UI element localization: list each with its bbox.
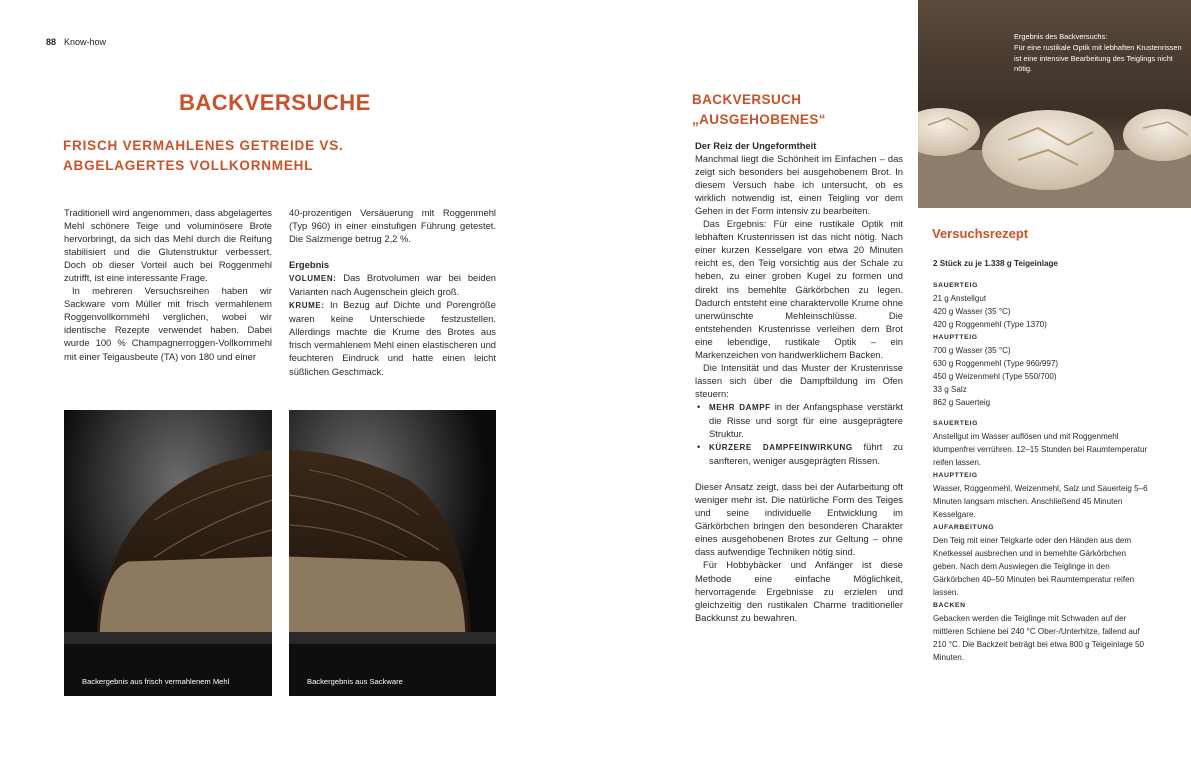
crumb-text: In Bezug auf Dichte und Porengröße waren keine Unterschiede festzustellen. Allerdings machte die Krume des Brotes aus frisch vermahlenem Mehl einen elastischeren und feuchteren Eindruck und hatte einen leicht süßlichen Geschmack. bbox=[289, 299, 496, 377]
paragraph: Die Intensität und das Muster der Krustenrisse lassen sich über die Dampfbildung im Ofen steuern: bbox=[695, 361, 903, 399]
subtitle-line-1: FRISCH VERMAHLENES GETREIDE VS. bbox=[63, 138, 344, 153]
ingredient: 420 g Roggenmehl (Type 1370) bbox=[933, 319, 1047, 329]
text-column-2 bbox=[289, 206, 496, 378]
subtitle-line-2: ABGELAGERTES VOLLKORNMEHL bbox=[63, 158, 314, 173]
volume-label: VOLUMEN: bbox=[289, 274, 337, 284]
recipe-heading: Versuchsrezept bbox=[932, 226, 1029, 241]
photo-caption: Backergebnis aus Sackware bbox=[307, 677, 403, 686]
page-title: BACKVERSUCHE bbox=[179, 90, 371, 115]
paragraph: In mehreren Versuchsreihen haben wir Sackware vom Müller mit frisch vermahlenem Roggenvollkornmehl verglichen, wobei wir identische Rezepte verwendet haben. Dabei wurde 100 % Champagnerroggen-Vollkornmehl mit einer Teigausbeute (TA) von 180 und einer bbox=[64, 285, 272, 362]
paragraph: Für Hobbybäcker und Anfänger ist diese Methode eine einfache Möglichkeit, hervorragende Ergebnisse zu erzielen und gleichzeitig den rustikalen Charme traditioneller Backkunst zu bewahren. bbox=[695, 559, 903, 623]
sub-heading: Der Reiz der Ungeformtheit bbox=[695, 140, 817, 151]
ingredient: 33 g Salz bbox=[933, 384, 967, 394]
bread-photo-sackware bbox=[289, 410, 496, 696]
step-label: BACKEN bbox=[933, 601, 966, 609]
volume-text: Das Brotvolumen war bei beiden Varianten nach Augenschein gleich groß. bbox=[289, 272, 496, 298]
step-label: AUFARBEITUNG bbox=[933, 524, 995, 532]
subtitle bbox=[63, 136, 393, 176]
ingredient-group-label: HAUPTTEIG bbox=[933, 333, 978, 341]
bread-cross-section-image bbox=[289, 410, 496, 696]
photo-caption-title: Ergebnis des Backversuchs: bbox=[1014, 32, 1108, 41]
photo-caption: Backergebnis aus frisch vermahlenem Mehl bbox=[82, 677, 230, 686]
ingredient: 862 g Sauerteig bbox=[933, 397, 991, 407]
photo-caption-text: Für eine rustikale Optik mit lebhaften Krustenrissen ist eine intensive Bearbeitung des Teiglings nicht nötig. bbox=[1014, 42, 1182, 74]
volume-result bbox=[289, 271, 496, 298]
bullet-label: KÜRZERE DAMPFEINWIRKUNG bbox=[709, 443, 853, 453]
paragraph: 40-prozentigen Versäuerung mit Roggenmehl (Typ 960) in einer einstufigen Führung getestet. Die Salzmenge betrug 2,2 %. bbox=[289, 207, 496, 245]
ingredient: 450 g Weizenmehl (Type 550/700) bbox=[933, 371, 1057, 381]
paragraph: Traditionell wird angenommen, dass abgelagertes Mehl schönere Teige und voluminösere Brote hervorbringt, da sich das Mehl durch die Reifung stabilisiert und die Glutenstruktur verbessert. Doch ob dieser Vorteil auch bei Roggenmehl zutrifft, ist eine interessante Frage. bbox=[64, 207, 272, 284]
ingredient: 420 g Wasser (35 °C) bbox=[933, 306, 1011, 316]
recipe-box bbox=[933, 258, 1148, 665]
step-text: Anstellgut im Wasser auflösen und mit Roggenmehl klumpenfrei verrühren. 12–15 Stunden bei Raumtemperatur reifen lassen. bbox=[933, 432, 1148, 468]
paragraph: Dieser Ansatz zeigt, dass bei der Aufarbeitung oft weniger mehr ist. Die natürliche Form des Teiges und seine individuelle Entwicklung im Gärkörbchen bringen den besonderen Charakter eines ausgehobenen Brotes zur Geltung – ohne dass aufwendige Techniken nötig sind. bbox=[695, 481, 903, 558]
ingredient: 700 g Wasser (35 °C) bbox=[933, 345, 1011, 355]
list-item bbox=[695, 400, 903, 440]
step-text: Wasser, Roggenmehl, Weizenmehl, Salz und Sauerteig 5–6 Minuten langsam mischen. Anschließend 45 Minuten Kesselgare. bbox=[933, 484, 1148, 520]
step-text: Den Teig mit einer Teigkarte oder den Händen aus dem Knetkessel ausbrechen und in bemehlte Gärkörbchen geben. Nach dem Auswiegen die Teiglinge in den Gärkörbchen 40–50 Minuten bei Raumtemperatur reifen lassen. bbox=[933, 536, 1135, 597]
running-header: Know-how bbox=[64, 37, 107, 47]
crumb-result bbox=[289, 298, 496, 377]
step-label: HAUPTTEIG bbox=[933, 472, 978, 480]
bullet-list bbox=[695, 400, 903, 467]
page-number: 88 bbox=[46, 37, 57, 47]
list-item bbox=[695, 440, 903, 467]
experiment-title-line-2: „AUSGEHOBENES“ bbox=[692, 112, 826, 127]
experiment-title bbox=[692, 90, 826, 130]
photo-caption bbox=[1014, 32, 1186, 75]
bullet-label: MEHR DAMPF bbox=[709, 402, 771, 412]
bread-cross-section-image bbox=[64, 410, 272, 696]
bullet-text: führt zu sanfteren, weniger ausgeprägten Rissen. bbox=[709, 441, 904, 467]
paragraph: Das Ergebnis: Für eine rustikale Optik mit lebhaften Krustenrissen ist das nicht nötig. Nach einer kurzen Kesselgare von etwa 20 Minuten reicht es, den Teig vorsichtig aus der Schale zu heben, zu einer groben Kugel zu formen und direkt ins bemehlte Gärkörbchen zu legen. Dadurch entsteht eine charaktervolle Krume ohne unerwünschte Mehleinschlüsse. Die entstehenden Krustenrisse verleihen dem Brot eine lebendige, rustikale Optik – ein Markenzeichen von handwerklichem Backen. bbox=[695, 218, 903, 360]
ingredient-group-label: SAUERTEIG bbox=[933, 281, 979, 289]
ingredient: 21 g Anstellgut bbox=[933, 293, 987, 303]
bullet-text: in der Anfangsphase verstärkt die Risse und sorgt für eine ausgeprägtere Struktur. bbox=[709, 400, 904, 440]
step-label: SAUERTEIG bbox=[933, 420, 979, 428]
result-heading: Ergebnis bbox=[289, 259, 330, 271]
ingredient: 630 g Roggenmehl (Type 960/997) bbox=[933, 358, 1059, 368]
bread-photo-fresh-flour bbox=[64, 410, 272, 696]
step-text: Gebacken werden die Teiglinge mit Schwaden auf der mittleren Schiene bei 240 °C Ober-/Unterhitze, fallend auf 210 °C. Die Backzeit beträgt bei etwa 800 g Teigeinlage 50 Minuten. bbox=[933, 613, 1144, 662]
recipe-yield: 2 Stück zu je 1.338 g Teigeinlage bbox=[933, 259, 1058, 268]
paragraph: Manchmal liegt die Schönheit im Einfachen – das zeigt sich besonders bei ausgehobenem Brot. In diesem Versuch habe ich untersucht, ob es wirklich notwendig ist, einen Teigling vor dem Gehen in der Form intensiv zu bearbeiten. bbox=[695, 153, 903, 217]
text-column-1 bbox=[64, 206, 272, 363]
bread-loaves-photo bbox=[918, 0, 1191, 208]
experiment-title-line-1: BACKVERSUCH bbox=[692, 92, 802, 107]
crumb-label: KRUME: bbox=[289, 301, 325, 311]
text-column-3 bbox=[695, 139, 903, 624]
